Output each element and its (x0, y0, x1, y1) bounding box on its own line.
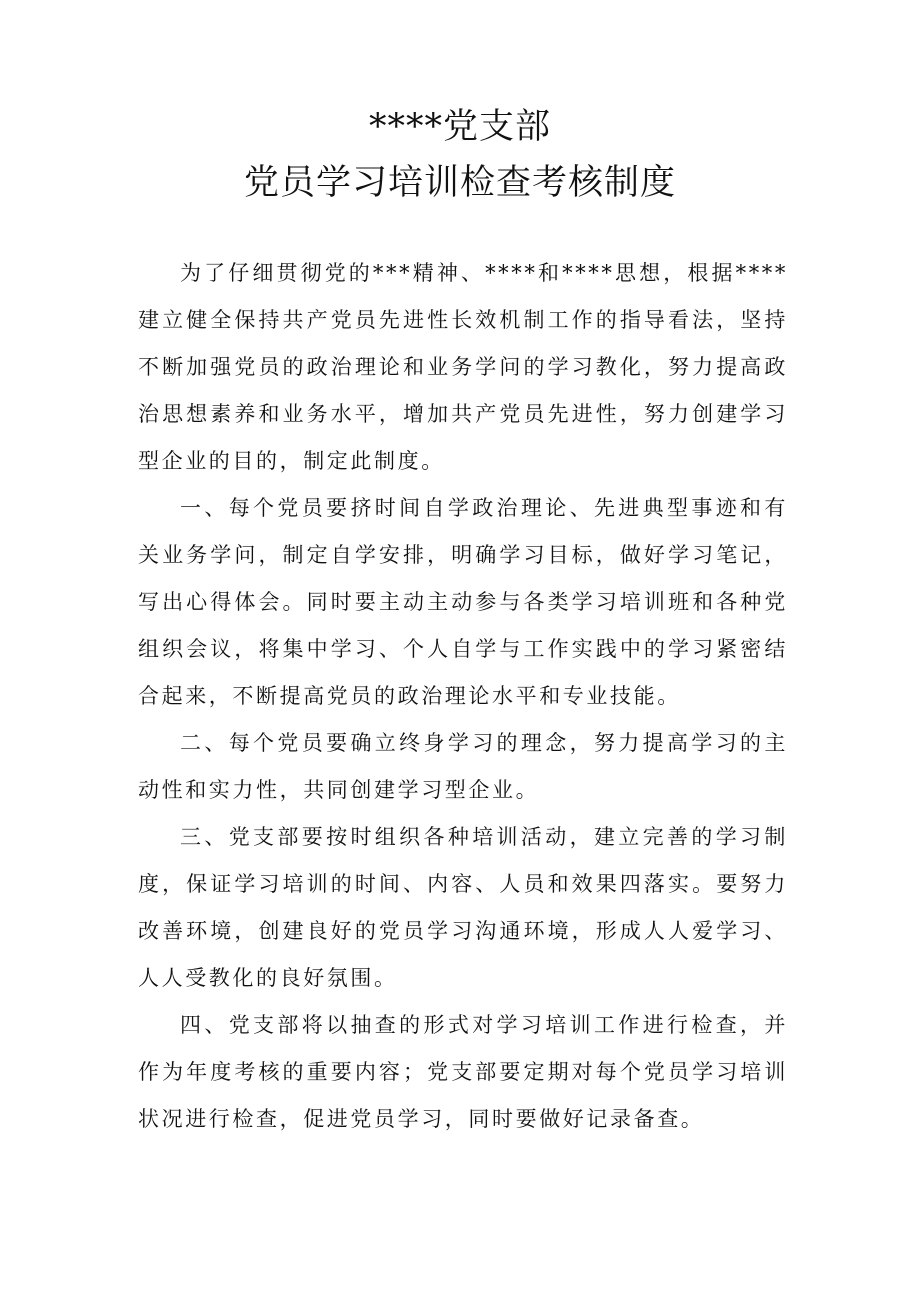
paragraph-item-3: 三、党支部要按时组织各种培训活动，建立完善的学习制度，保证学习培训的时间、内容、人员和效果四落实。要努力改善环境，创建良好的党员学习沟通环境，形成人人爱学习、人人受教化的良好氛围。 (138, 825, 788, 990)
paragraph-intro: 为了仔细贯彻党的***精神、****和****思想，根据****建立健全保持共产党员先进性长效机制工作的指导看法，坚持不断加强党员的政治理论和业务学问的学习教化，努力提高政治思想素养和业务水平，增加共产党员先进性，努力创建学习型企业的目的，制定此制度。 (138, 261, 788, 473)
document-body (138, 250, 788, 1143)
title-line-regulation: 党员学习培训检查考核制度 (243, 163, 676, 203)
paragraph-item-1: 一、每个党员要挤时间自学政治理论、先进典型事迹和有关业务学问，制定自学安排，明确学习目标，做好学习笔记，写出心得体会。同时要主动主动参与各类学习培训班和各种党组织会议，将集中学习、个人自学与工作实践中的学习紧密结合起来，不断提高党员的政治理论水平和专业技能。 (138, 496, 788, 708)
title-line-organization: ****党支部 (368, 107, 551, 147)
paragraph-item-4: 四、党支部将以抽查的形式对学习培训工作进行检查，并作为年度考核的重要内容；党支部要定期对每个党员学习培训状况进行检查，促进党员学习，同时要做好记录备查。 (138, 1013, 788, 1131)
document-title (0, 102, 920, 208)
paragraph-item-2: 二、每个党员要确立终身学习的理念，努力提高学习的主动性和实力性，共同创建学习型企业。 (138, 731, 788, 802)
